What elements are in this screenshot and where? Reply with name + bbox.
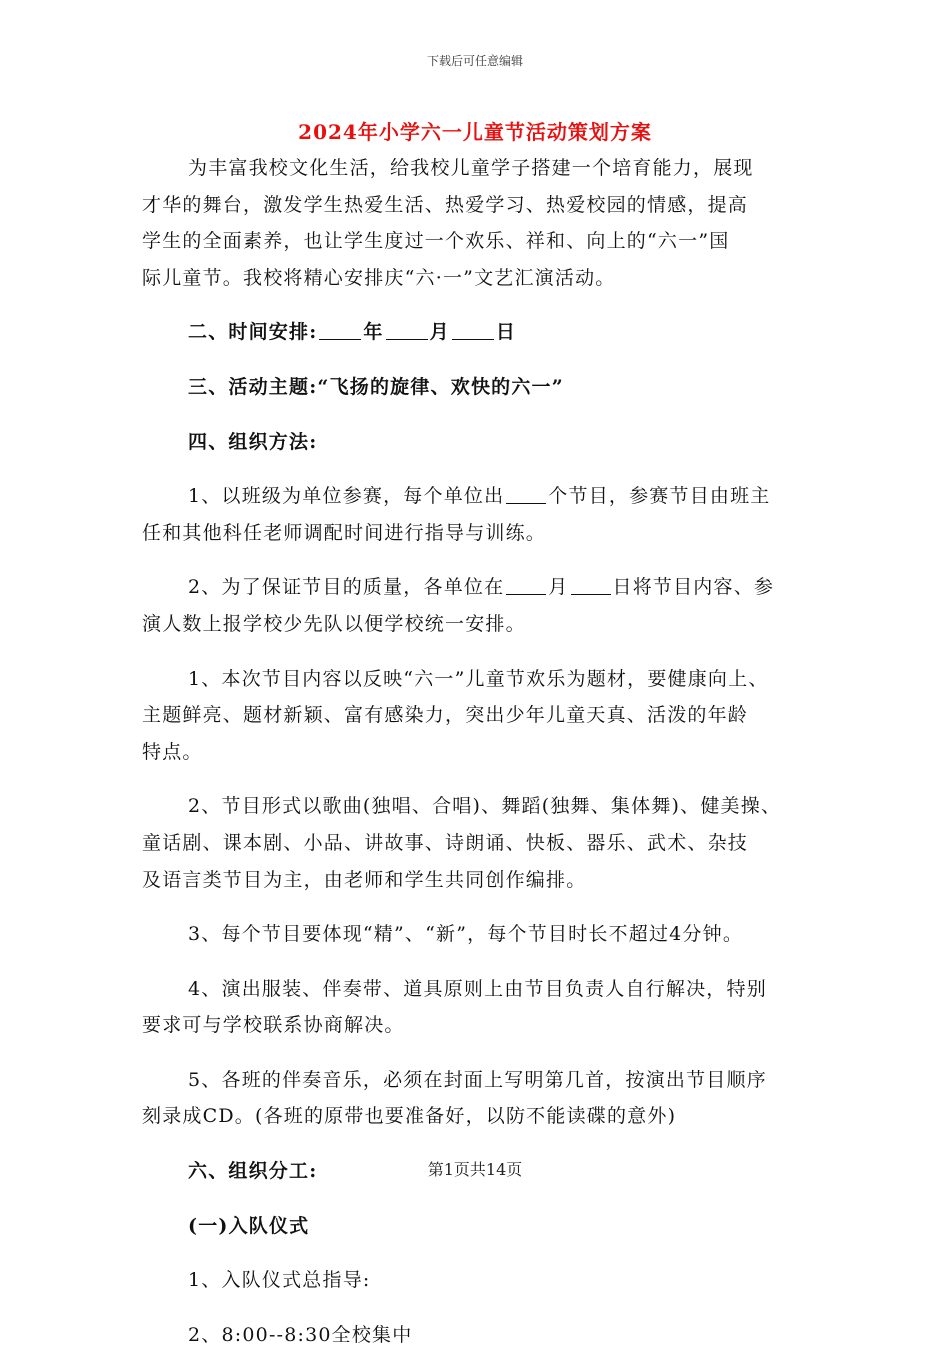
item2-line-2: 演人数上报学校少先队以便学校统一安排。 xyxy=(142,612,526,635)
item5-line: 3、每个节目要体现“精”、“新”，每个节目时长不超过4分钟。 xyxy=(188,923,744,946)
item3-line-3: 特点。 xyxy=(142,740,203,763)
item2-line-1 xyxy=(142,569,822,606)
intro-line-3: 学生的全面素养，也让学生度过一个欢乐、祥和、向上的“六一”国 xyxy=(142,230,730,253)
item4-line-2: 童话剧、课本剧、小品、讲故事、诗朗诵、快板、器乐、武术、杂技 xyxy=(142,831,749,854)
year-blank xyxy=(319,319,361,340)
item1-blank xyxy=(506,483,546,504)
intro-line-2: 才华的舞台，激发学生热爱生活、热爱学习、热爱校园的情感，提高 xyxy=(142,193,749,216)
month-blank xyxy=(386,319,428,340)
item1-line-2: 任和其他科任老师调配时间进行指导与训练。 xyxy=(142,521,547,544)
item1-text-a: 1、以班级为单位参赛，每个单位出 xyxy=(188,485,505,508)
item2-text-a: 2、为了保证节目的质量，各单位在 xyxy=(188,576,505,599)
item2-blank-day xyxy=(571,574,611,595)
page-footer: 第1页共14页 xyxy=(427,1160,523,1179)
intro-line-4: 际儿童节。我校将精心安排庆“六·一”文艺汇演活动。 xyxy=(142,266,616,289)
item2-text-c: 日将节目内容、参 xyxy=(612,576,775,599)
sub-item-1: 1、入队仪式总指导: xyxy=(188,1269,371,1292)
item2-blank-month xyxy=(506,574,546,595)
item4-line-3: 及语言类节目为主，由老师和学生共同创作编排。 xyxy=(142,868,587,891)
sub-heading: (一)入队仪式 xyxy=(188,1214,310,1237)
item2-text-b: 月 xyxy=(548,576,569,599)
item3-line-1: 1、本次节目内容以反映“六一”儿童节欢乐为题材，要健康向上、 xyxy=(188,667,769,690)
theme-heading: 三、活动主题:“飞扬的旋律、欢快的六一” xyxy=(188,375,564,398)
item6-line-2: 要求可与学校联系协商解决。 xyxy=(142,1014,405,1037)
page-header: 下载后可任意编辑 xyxy=(426,54,523,68)
item1-line-1 xyxy=(142,478,822,515)
item6-line-1: 4、演出服装、伴奏带、道具原则上由节目负责人自行解决，特别 xyxy=(188,977,767,1000)
year-text: 年 xyxy=(363,321,384,344)
item1-text-b: 个节目，参赛节目由班主 xyxy=(548,485,771,508)
sub-item-2: 2、8:00--8:30全校集中 xyxy=(188,1323,413,1346)
item7-line-2: 刻录成CD。(各班的原带也要准备好，以防不能读碟的意外) xyxy=(142,1105,677,1128)
item3-line-2: 主题鲜亮、题材新颖、富有感染力，突出少年儿童天真、活泼的年龄 xyxy=(142,704,749,727)
day-text: 日 xyxy=(495,321,517,344)
division-heading: 六、组织分工: xyxy=(188,1160,318,1183)
month-text: 月 xyxy=(429,321,450,344)
method-heading: 四、组织方法: xyxy=(188,430,318,453)
item4-line-1: 2、节目形式以歌曲(独唱、合唱)、舞蹈(独舞、集体舞)、健美操、 xyxy=(188,795,782,818)
time-label: 二、时间安排: xyxy=(188,321,318,344)
document-title: 2024年小学六一儿童节活动策划方案 xyxy=(298,120,652,144)
day-blank xyxy=(452,319,494,340)
time-arrangement xyxy=(142,314,822,351)
intro-line-1: 为丰富我校文化生活，给我校儿童学子搭建一个培育能力，展现 xyxy=(188,157,754,179)
item7-line-1: 5、各班的伴奏音乐，必须在封面上写明第几首，按演出节目顺序 xyxy=(188,1068,767,1091)
